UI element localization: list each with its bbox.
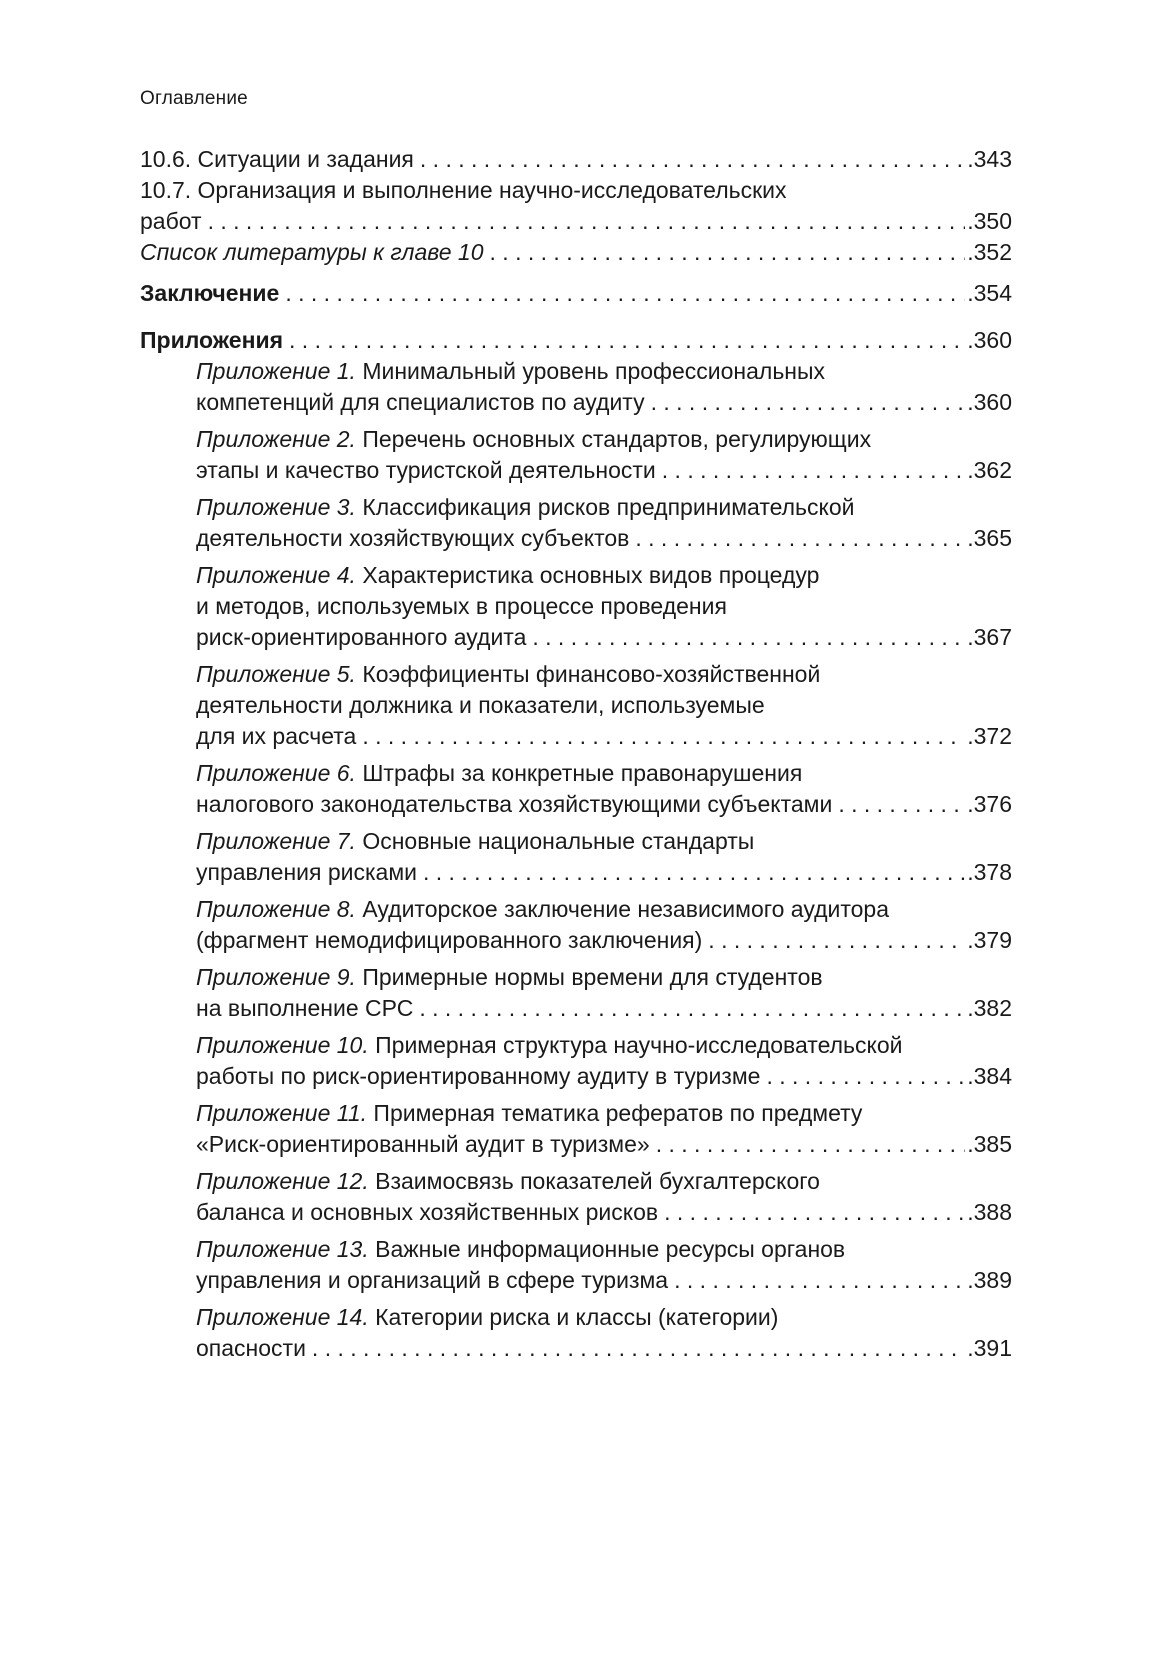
- toc-entry-app8[interactable]: [196, 894, 1012, 956]
- toc-entry-line: [196, 1333, 1012, 1364]
- toc-entry-title: 10.6. Ситуации и задания: [140, 146, 414, 172]
- appendix-number: Приложение 13.: [196, 1236, 369, 1262]
- toc-entry-line: [196, 894, 1012, 925]
- toc-entry-title: Категории риска и классы (категории): [368, 1304, 779, 1330]
- toc-entry-line: [196, 1098, 1012, 1129]
- toc-entry-s10-7[interactable]: [140, 175, 1012, 237]
- toc-entry-app10[interactable]: [196, 1030, 1012, 1092]
- page-number: .384: [967, 1063, 1012, 1089]
- toc-entry-app11[interactable]: [196, 1098, 1012, 1160]
- toc-entry-title: «Риск-ориентированный аудит в туризме»: [196, 1131, 650, 1157]
- toc-entry-line: [196, 1030, 1012, 1061]
- page-number: .367: [967, 624, 1012, 650]
- toc-entry-title: деятельности должника и показатели, используемые: [196, 692, 765, 718]
- toc-entry-title: Коэффициенты финансово-хозяйственной: [355, 661, 821, 687]
- toc-entry-title: на выполнение СРС: [196, 995, 414, 1021]
- toc-entry-line: [140, 206, 1012, 237]
- toc-entry-line: [196, 690, 1012, 721]
- toc-entry-title: налогового законодательства хозяйствующими субъектами: [196, 791, 833, 817]
- dot-leader: [417, 857, 965, 888]
- toc-entry-line: [196, 1166, 1012, 1197]
- toc-entry-app3[interactable]: [196, 492, 1012, 554]
- toc-entry-line: [196, 356, 1012, 387]
- page-number: .365: [967, 525, 1012, 551]
- toc-entry-line: [196, 455, 1012, 486]
- appendix-number: Приложение 8.: [196, 896, 356, 922]
- toc-entry-line: [196, 659, 1012, 690]
- toc-entry-app6[interactable]: [196, 758, 1012, 820]
- toc-entry-s10-6[interactable]: [140, 144, 1012, 175]
- appendix-number: Приложение 9.: [196, 964, 356, 990]
- toc-entry-app14[interactable]: [196, 1302, 1012, 1364]
- toc-entry-title: компетенций для специалистов по аудиту: [196, 389, 645, 415]
- toc-entry-line: [196, 492, 1012, 523]
- toc-entry-line: [140, 175, 1012, 206]
- dot-leader: [306, 1333, 965, 1364]
- toc-entry-title: деятельности хозяйствующих субъектов: [196, 525, 630, 551]
- toc-entry-line: [196, 622, 1012, 653]
- appendix-number: Приложение 1.: [196, 358, 356, 384]
- toc-entry-title: опасности: [196, 1335, 306, 1361]
- toc-entry-title: баланса и основных хозяйственных рисков: [196, 1199, 659, 1225]
- toc-entry-title: Примерная структура научно-исследовательской: [368, 1032, 903, 1058]
- toc-entry-app4[interactable]: [196, 560, 1012, 653]
- toc-entry-line: [196, 1265, 1012, 1296]
- toc-entry-title: Аудиторское заключение независимого аудитора: [355, 896, 889, 922]
- toc-entry-app9[interactable]: [196, 962, 1012, 1024]
- toc-entry-line: [196, 789, 1012, 820]
- toc-entry-title: Приложения: [140, 327, 284, 353]
- toc-entry-title: управления и организаций в сфере туризма: [196, 1267, 669, 1293]
- toc-entry-line: [196, 1061, 1012, 1092]
- page-number: .388: [967, 1199, 1012, 1225]
- toc-entry-title: и методов, используемых в процессе проведения: [196, 593, 727, 619]
- page-number: .391: [967, 1335, 1012, 1361]
- toc-entry-appendices[interactable]: [140, 325, 1012, 356]
- page-number: .376: [967, 791, 1012, 817]
- toc-entry-title: работы по риск-ориентированному аудиту в туризме: [196, 1063, 761, 1089]
- toc-entry-title: управления рисками: [196, 859, 417, 885]
- toc-entry-line: [196, 758, 1012, 789]
- toc-entry-app7[interactable]: [196, 826, 1012, 888]
- appendix-number: Приложение 7.: [196, 828, 356, 854]
- appendix-number: Приложение 6.: [196, 760, 356, 786]
- page-number: .362: [967, 457, 1012, 483]
- toc-entry-line: [140, 325, 1012, 356]
- appendix-number: Приложение 5.: [196, 661, 356, 687]
- dot-leader: [650, 1129, 966, 1160]
- appendix-number: Приложение 14.: [196, 1304, 369, 1330]
- toc-entry-app1[interactable]: [196, 356, 1012, 418]
- toc-entry-title: риск-ориентированного аудита: [196, 624, 527, 650]
- toc-entry-line: [196, 857, 1012, 888]
- toc-entry-line: [196, 826, 1012, 857]
- dot-leader: [702, 925, 965, 956]
- dot-leader: [526, 622, 965, 653]
- page-number: .378: [967, 859, 1012, 885]
- toc-entry-title: (фрагмент немодифицированного заключения): [196, 927, 703, 953]
- page-number: .360: [967, 327, 1012, 353]
- dot-leader: [356, 721, 965, 752]
- dot-leader: [414, 144, 965, 175]
- dot-leader: [656, 455, 965, 486]
- page-number: .389: [967, 1267, 1012, 1293]
- toc-entry-title: для их расчета: [196, 723, 357, 749]
- toc-entry-app2[interactable]: [196, 424, 1012, 486]
- dot-leader: [283, 325, 965, 356]
- toc-entry-app13[interactable]: [196, 1234, 1012, 1296]
- toc-entry-line: [196, 591, 1012, 622]
- page-number: .379: [967, 927, 1012, 953]
- appendix-number: Приложение 10.: [196, 1032, 369, 1058]
- toc-entry-title: 10.7. Организация и выполнение научно-исследовательских: [140, 177, 787, 203]
- toc-entry-title: Важные информационные ресурсы органов: [368, 1236, 846, 1262]
- dot-leader: [645, 387, 966, 418]
- dot-leader: [760, 1061, 965, 1092]
- toc-entry-title: Примерная тематика рефератов по предмету: [367, 1100, 863, 1126]
- toc-entry-line: [196, 1129, 1012, 1160]
- toc-entry-app5[interactable]: [196, 659, 1012, 752]
- toc-entry-title: Перечень основных стандартов, регулирующих: [355, 426, 872, 452]
- dot-leader: [484, 237, 966, 268]
- dot-leader: [629, 523, 965, 554]
- dot-leader: [832, 789, 965, 820]
- page-number: .382: [967, 995, 1012, 1021]
- toc-entry-line: [196, 560, 1012, 591]
- toc-entry-line: [196, 993, 1012, 1024]
- page-number: .352: [967, 239, 1012, 265]
- dot-leader: [202, 206, 966, 237]
- toc-entry-title: Список литературы к главе 10: [140, 239, 484, 265]
- appendix-number: Приложение 11.: [196, 1100, 368, 1126]
- dot-leader: [668, 1265, 965, 1296]
- toc-entry-title: Характеристика основных видов процедур: [355, 562, 820, 588]
- toc-entry-conclusion[interactable]: [140, 278, 1012, 309]
- page-number: .385: [967, 1131, 1012, 1157]
- toc-entry-title: Классификация рисков предпринимательской: [355, 494, 855, 520]
- dot-leader: [658, 1197, 965, 1228]
- appendix-number: Приложение 4.: [196, 562, 356, 588]
- toc-entry-title: Минимальный уровень профессиональных: [355, 358, 826, 384]
- toc-entry-line: [140, 278, 1012, 309]
- toc-entry-title: Основные национальные стандарты: [355, 828, 755, 854]
- dot-leader: [279, 278, 965, 309]
- page-number: .360: [967, 389, 1012, 415]
- toc-entry-title: этапы и качество туристской деятельности: [196, 457, 656, 483]
- page-number: .350: [967, 208, 1012, 234]
- running-head: Оглавление: [140, 88, 248, 109]
- toc-entry-app12[interactable]: [196, 1166, 1012, 1228]
- toc-entry-line: [196, 1302, 1012, 1333]
- toc-entry-line: [196, 1197, 1012, 1228]
- toc-entry-title: Примерные нормы времени для студентов: [355, 964, 823, 990]
- toc-entry-title: работ: [140, 208, 202, 234]
- page-number: .372: [967, 723, 1012, 749]
- page-number: .354: [967, 280, 1012, 306]
- toc-entry-line: [140, 144, 1012, 175]
- toc-entry-title: Взаимосвязь показателей бухгалтерского: [368, 1168, 820, 1194]
- toc-entry-line: [196, 925, 1012, 956]
- toc-entry-line: [196, 721, 1012, 752]
- toc-entry-line: [196, 962, 1012, 993]
- page-number: .343: [967, 146, 1012, 172]
- toc-entry-line: [196, 387, 1012, 418]
- appendix-number: Приложение 12.: [196, 1168, 369, 1194]
- toc-entry-line: [196, 523, 1012, 554]
- toc-entry-title: Штрафы за конкретные правонарушения: [355, 760, 803, 786]
- table-of-contents: [140, 144, 1012, 1364]
- toc-entry-lit10[interactable]: [140, 237, 1012, 268]
- toc-entry-line: [196, 1234, 1012, 1265]
- appendix-number: Приложение 2.: [196, 426, 356, 452]
- dot-leader: [413, 993, 965, 1024]
- toc-entry-line: [196, 424, 1012, 455]
- toc-entry-title: Заключение: [140, 280, 280, 306]
- appendix-number: Приложение 3.: [196, 494, 356, 520]
- toc-entry-line: [140, 237, 1012, 268]
